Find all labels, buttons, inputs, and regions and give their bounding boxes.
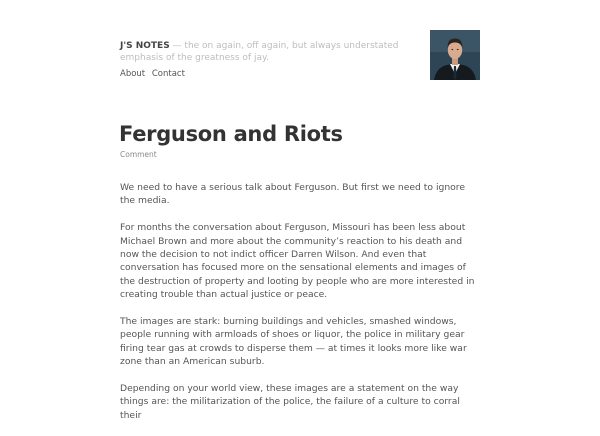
site-nav [120,69,420,80]
paragraph: For months the conversation about Ferguson, Missouri has been less about Michael Brown and more about the community’s reaction to his death and now the decision to not indict officer Darren Wilson. And even that conversation has focused more on the sensational elements and images of the destruction of property and looting by people who are more interested in creating trouble than actual justice or peace. [120,222,475,301]
nav-link-about[interactable]: About [120,69,146,79]
paragraph: We need to have a serious talk about Ferguson. But first we need to ignore the media. [120,182,465,207]
avatar-photo [430,30,480,80]
site-header [120,41,420,80]
post-title: Ferguson and Riots [119,122,343,146]
paragraph: Depending on your world view, these images are a statement on the way things are: the militarization of the police, the failure of a culture to corral their [120,383,460,421]
paragraph: The images are stark: burning buildings and vehicles, smashed windows, people running with armloads of shoes or liquor, the police in military gear firing tear gas at crowds to disperse them — at times it looks more like war zone than an American suburb. [120,316,467,368]
nav-link-contact[interactable]: Contact [151,69,185,79]
post-content [120,181,482,436]
site-title-link[interactable]: J'S NOTES [120,41,170,51]
site-description [120,41,420,64]
author-avatar[interactable] [430,30,480,80]
comment-link[interactable]: Comment [120,150,157,159]
title-separator: — [172,41,182,51]
site-tagline: the on again, off again, but always understated emphasis of the greatness of jay. [120,41,399,63]
